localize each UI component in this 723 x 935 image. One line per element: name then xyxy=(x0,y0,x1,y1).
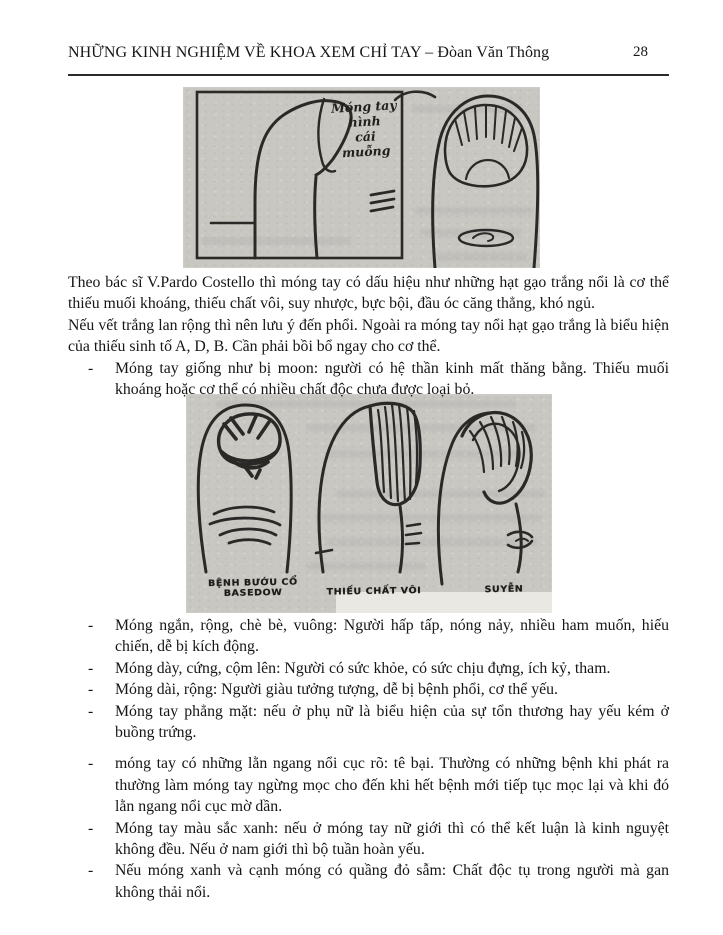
running-title: NHỮNG KINH NGHIỆM VỀ KHOA XEM CHỈ TAY – Đòan Văn Thông xyxy=(68,44,550,61)
page-number: 28 xyxy=(633,44,648,60)
nail-blotches xyxy=(222,416,276,478)
list-item: - Móng tay phẳng mặt: nếu ở phụ nữ là biểu hiện của sự tổn thương hay yếu kém ở buồng trứng. xyxy=(68,701,669,744)
figure2-scan xyxy=(186,394,552,613)
nail-stripes xyxy=(470,417,524,472)
asthma-finger xyxy=(438,413,532,584)
calcium-deficiency-finger xyxy=(316,403,421,572)
list-item: - móng tay có những lằn ngang nổi cục rõ: tê bại. Thường có những bệnh khi phát ra thường làm móng tay ngừng mọc cho đến khi hết bệnh mới tiếp tục mọc lại và khi đó lằn ngang nổi cục mờ dần. xyxy=(68,753,669,817)
figure2-label-basedow: BỆNH BƯỚU CỔ BASEDOW xyxy=(207,577,298,599)
nail-stripes xyxy=(378,405,417,502)
figure1-handwritten-caption: Móng tay hình cái muỗng xyxy=(330,97,397,161)
basedow-finger xyxy=(198,405,291,572)
page-header xyxy=(68,44,668,62)
mid-creases xyxy=(210,507,280,544)
list-item: - Móng dài, rộng: Người giàu tưởng tượng, dễ bị bệnh phổi, cơ thể yếu. xyxy=(68,679,669,700)
list-item: - Móng tay màu sắc xanh: nếu ở móng tay nữ giới thì có thể kết luận là kinh nguyệt không đều. Nếu ở nam giới thì bộ tuần hoàn yếu. xyxy=(68,818,669,861)
bullet-dash: - xyxy=(88,617,94,634)
figure2-label-asthma: SUYỄN xyxy=(484,584,524,595)
paragraph: Nếu vết trắng lan rộng thì nên lưu ý đến phổi. Ngoài ra móng tay nổi hạt gạo trắng là biểu hiện của thiếu sinh tố A, D, B. Cần phải bồi bổ ngay cho cơ thể. xyxy=(68,316,669,356)
list-item: - Móng ngắn, rộng, chè bè, vuông: Người hấp tấp, nóng nảy, nhiều ham muốn, hiếu chiến, dễ bị kích động. xyxy=(68,615,669,658)
bullet-dash: - xyxy=(88,681,94,699)
lower-text-block xyxy=(68,615,669,903)
bullet-dash: - xyxy=(88,702,94,720)
bullet-dash: - xyxy=(88,755,94,773)
list-item: - Móng dày, cứng, cộm lên: Người có sức khỏe, có sức chịu đựng, ích kỷ, tham. xyxy=(68,658,669,679)
figure2-label-calcium: THIẾU CHẤT VÔI xyxy=(326,585,422,598)
lunula xyxy=(466,160,509,179)
intro-text-block xyxy=(68,272,669,400)
ridged-nail-finger xyxy=(433,96,538,268)
header-divider xyxy=(68,74,669,76)
bullet-dash: - xyxy=(88,862,94,880)
bullet-dash: - xyxy=(88,359,94,377)
figure1-scan xyxy=(183,87,540,268)
list-item: - Móng tay giống như bị moon: người có hệ thần kinh mất thăng bằng. Thiếu muối khoáng hoặc cơ thể có nhiều chất độc chưa được loại bỏ. xyxy=(68,358,669,401)
list-gap xyxy=(68,743,669,753)
paragraph: Theo bác sĩ V.Pardo Costello thì móng tay có dấu hiệu như những hạt gạo trắng nổi là cơ thể thiếu muối khoáng, thiếu chất vôi, suy nhược, bực bội, đầu óc căng thẳng, khó ngủ. xyxy=(68,274,669,313)
bullet-dash: - xyxy=(88,659,94,677)
bullet-dash: - xyxy=(88,819,94,837)
list-item: - Nếu móng xanh và cạnh móng có quầng đỏ sẫm: Chất độc tụ trong người mà gan không thải nổi. xyxy=(68,860,669,903)
